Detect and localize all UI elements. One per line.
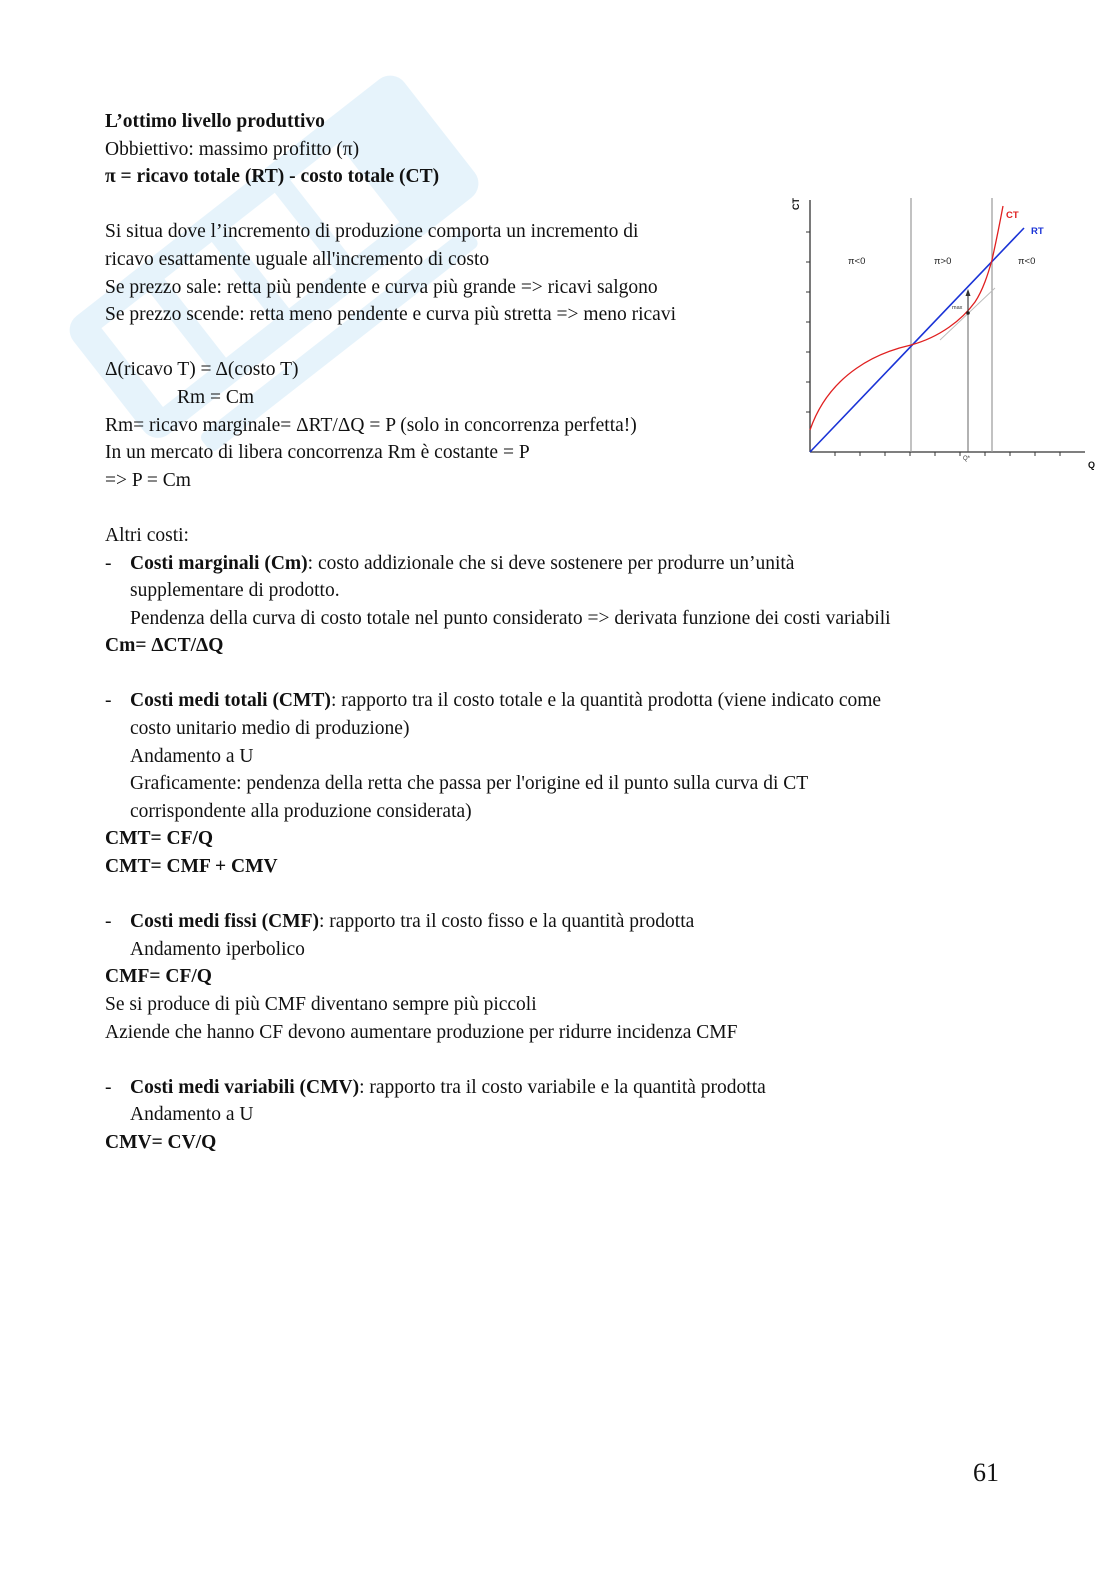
arrow-head-icon — [966, 289, 971, 296]
text-line: Rm= ricavo marginale= ΔRT/ΔQ = P (solo in concorrenza perfetta!) — [105, 414, 637, 436]
max-point — [966, 311, 970, 315]
term: Costi medi variabili (CMV) — [130, 1076, 360, 1098]
bullet-item — [105, 908, 1025, 963]
ct-curve — [810, 206, 1003, 430]
bullet-item — [105, 1074, 1025, 1129]
delta-equation: Δ(ricavo T) = Δ(costo T) — [105, 359, 299, 381]
formula: CMT= CF/Q — [105, 828, 214, 850]
objective-line: Obbiettivo: massimo profitto (π) — [105, 138, 360, 160]
text-line: Pendenza della curva di costo totale nel punto considerato => derivata funzione dei costi variabili — [130, 607, 891, 629]
x-axis-label: Q — [1088, 460, 1096, 470]
bullet-dash: - — [105, 552, 112, 574]
region-label: π<0 — [1018, 256, 1036, 267]
term-description: : costo addizionale che si deve sostenere per produrre un’unità — [307, 552, 795, 574]
profit-formula: π = ricavo totale (RT) - costo totale (CT) — [105, 166, 440, 188]
rt-line-label: RT — [1031, 226, 1044, 237]
ct-curve-label: CT — [1006, 210, 1019, 221]
region-label: π>0 — [934, 256, 952, 267]
text-line: Andamento iperbolico — [130, 938, 305, 960]
p-cm-equation: => P = Cm — [105, 469, 191, 491]
bullet-item — [105, 550, 1025, 633]
text-line: Graficamente: pendenza della retta che passa per l'origine ed il punto sulla curva di CT — [130, 773, 809, 795]
bullet-item — [105, 687, 1025, 825]
subsection-heading: Altri costi: — [105, 524, 189, 546]
term: Costi medi fissi (CMF) — [130, 911, 320, 933]
text-line: Se prezzo sale: retta più pendente e curva più grande => ricavi salgono — [105, 276, 658, 298]
bullet-dash: - — [105, 690, 112, 712]
formula: Cm= ΔCT/ΔQ — [105, 635, 224, 657]
term-description: : rapporto tra il costo variabile e la quantità prodotta — [359, 1076, 766, 1098]
bullet-dash: - — [105, 1076, 112, 1098]
text-line: Se si produce di più CMF diventano sempre più piccoli — [105, 994, 537, 1015]
formula: CMT= CMF + CMV — [105, 856, 278, 878]
text-line: Si situa dove l’incremento di produzione comporta un incremento di — [105, 221, 639, 243]
term-description: : rapporto tra il costo totale e la quantità prodotta (viene indicato come — [330, 690, 882, 712]
text-line: corrispondente alla produzione considerata) — [130, 800, 472, 822]
q-star-label: Q* — [963, 456, 971, 462]
text-line: ricavo esattamente uguale all'incremento di costo — [105, 248, 490, 270]
text-line: supplementare di prodotto. — [130, 580, 340, 602]
formula: CMF= CF/Q — [105, 966, 212, 988]
formula: CMV= CV/Q — [105, 1131, 217, 1153]
bullet-dash: - — [105, 911, 112, 933]
text-line: In un mercato di libera concorrenza Rm è costante = P — [105, 442, 530, 464]
text-line: Se prezzo scende: retta meno pendente e curva più stretta => meno ricavi — [105, 304, 677, 326]
term: Costi medi totali (CMT) — [130, 690, 331, 712]
profit-diagram — [790, 192, 1102, 472]
text-line: Aziende che hanno CF devono aumentare produzione per ridurre incidenza CMF — [105, 1021, 738, 1043]
text-line: Andamento a U — [130, 745, 254, 767]
term: Costi marginali (Cm) — [130, 552, 308, 574]
term-description: : rapporto tra il costo fisso e la quantità prodotta — [319, 911, 695, 933]
max-label: max — [952, 305, 963, 311]
text-line: costo unitario medio di produzione) — [130, 718, 410, 740]
section-title: L’ottimo livello produttivo — [105, 111, 325, 132]
text-line: Andamento a U — [130, 1104, 254, 1126]
region-label: π<0 — [848, 256, 866, 267]
y-axis-label: CT — [791, 198, 801, 210]
rm-cm-equation: Rm = Cm — [177, 386, 255, 408]
page-number: 61 — [973, 1458, 999, 1487]
